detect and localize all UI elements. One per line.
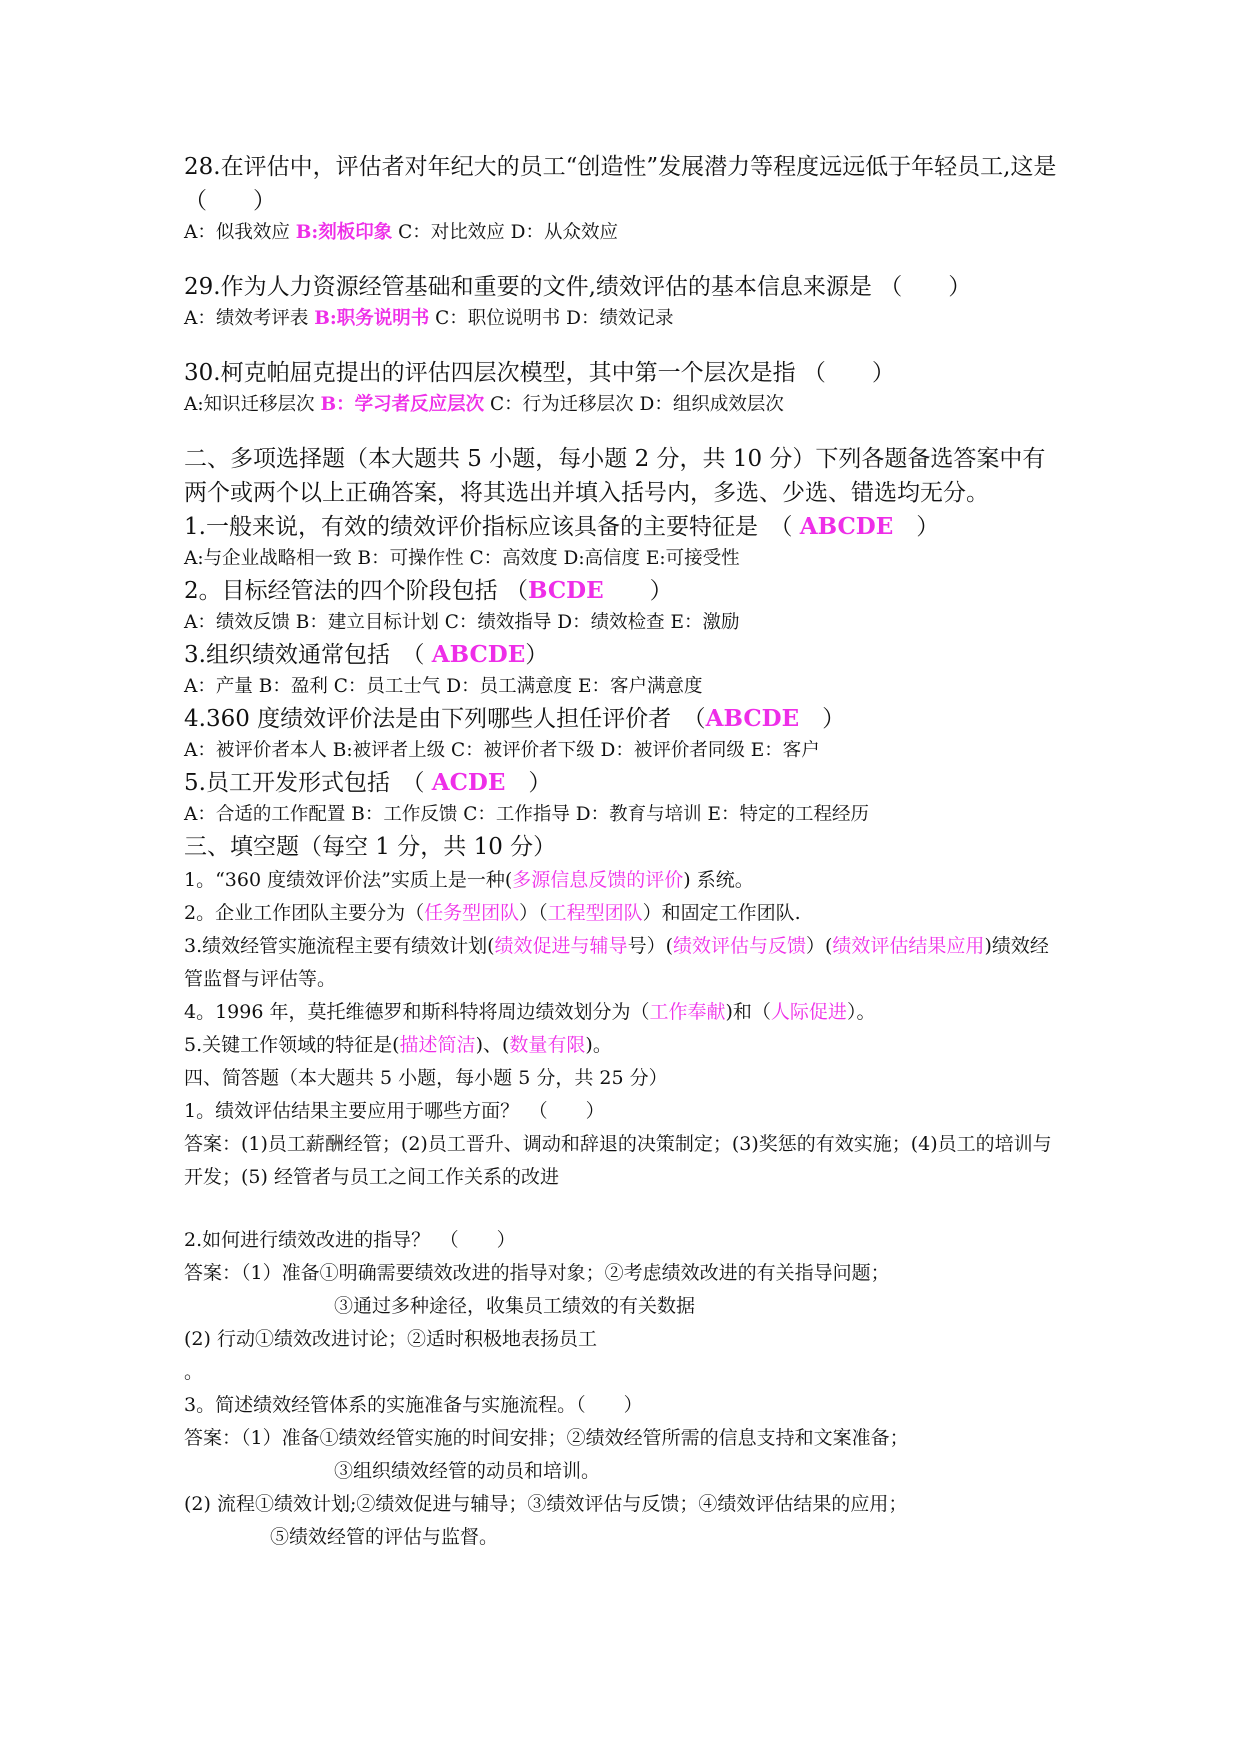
bracket-close: ） (916, 514, 940, 540)
other-options: C：行为迁移层次 D：组织成效层次 (490, 394, 784, 415)
fill-text: 1。“360 度绩效评价法”实质上是一种( (184, 869, 513, 891)
fill-text: ）。 (846, 1001, 876, 1023)
fill-answer: 工程型团队 (547, 902, 643, 924)
fill-answer: 数量有限 (509, 1034, 586, 1056)
correct-answer: B：学习者反应层次 (320, 394, 485, 415)
question-stem: 5.员工开发形式包括 (184, 770, 390, 796)
correct-answer: BCDE (527, 577, 604, 604)
short-answer-2-line-1: 答案：（1）准备①明确需要绩效改进的指导对象；②考虑绩效改进的有关指导问题； (184, 1262, 890, 1284)
fill-text: 5.关键工作领域的特征是( (184, 1034, 400, 1056)
question-stem: 3.组织绩效通常包括 (184, 642, 390, 668)
other-options: C：职位说明书 D：绩效记录 (435, 308, 674, 329)
fill-text: ）（ (519, 902, 548, 924)
correct-answer: ABCDE (799, 513, 894, 540)
correct-answer: ACDE (431, 769, 506, 796)
bracket-open: （ (412, 770, 425, 796)
short-question-1: 1。绩效评估结果主要应用于哪些方面？ （ ） (184, 1100, 605, 1122)
multi-options-1: A:与企业战略相一致 B：可操作性 C：高效度 D:高信度 E:可接受性 (184, 548, 740, 569)
options-29 (184, 304, 1064, 334)
answer-blank: （ ） (802, 360, 895, 386)
fill-item-3 (184, 930, 1064, 996)
section-heading-short-answer: 四、简答题（本大题共 5 小题，每小题 5 分，共 25 分） (184, 1067, 668, 1089)
bracket-close: ） (528, 770, 552, 796)
fill-answer: 绩效促进与辅导 (494, 935, 628, 957)
multi-options-5: A：合适的工作配置 B：工作反馈 C：工作指导 D：教育与培训 E：特定的工程经历 (184, 804, 869, 825)
short-answer-3-line-1: 答案：（1）准备①绩效经管实施的时间安排；②绩效经管所需的信息支持和文案准备； (184, 1427, 909, 1449)
multi-options-2: A：绩效反馈 B：建立目标计划 C：绩效指导 D：绩效检查 E：激励 (184, 612, 740, 633)
option-a: A：似我效应 (184, 222, 290, 243)
multi-question-1 (184, 510, 1064, 544)
fill-answer: 绩效评估结果应用 (832, 935, 985, 957)
fill-text: )、( (475, 1034, 510, 1056)
fill-answer: 描述简洁 (399, 1034, 476, 1056)
multi-options-4: A：被评价者本人 B:被评者上级 C：被评价者下级 D：被评价者同级 E：客户 (184, 740, 820, 761)
option-a: A:知识迁移层次 (184, 394, 315, 415)
multi-question-2 (184, 574, 1064, 608)
document-page (184, 150, 1064, 1554)
bracket-close: ） (525, 642, 549, 668)
bracket-open: （ (694, 706, 706, 732)
fill-answer: 人际促进 (770, 1001, 847, 1023)
fill-item-5 (184, 1029, 1064, 1062)
question-stem: 1.一般来说，有效的绩效评价指标应该具备的主要特征是 (184, 514, 758, 540)
other-options: C：对比效应 D：从众效应 (398, 222, 618, 243)
fill-text: ）( (806, 935, 833, 957)
short-question-3: 3。简述绩效经管体系的实施准备与实施流程。（ ） (184, 1394, 643, 1416)
section-heading-fill-in: 三、填空题（每空 1 分，共 10 分） (184, 834, 557, 860)
options-30 (184, 390, 1064, 420)
fill-text: )。 (585, 1034, 612, 1056)
fill-text: 3.绩效经管实施流程主要有绩效计划( (184, 935, 495, 957)
question-stem: 30.柯克帕屈克提出的评估四层次模型，其中第一个层次是指 (184, 360, 796, 386)
question-stem: 2。目标经管法的四个阶段包括 (184, 578, 498, 604)
fill-text: ) 系统。 (683, 869, 754, 891)
short-answer-3-line-4: ⑤绩效经管的评估与监督。 (270, 1526, 499, 1548)
answer-blank: （ ） (184, 188, 276, 214)
question-stem: 29.作为人力资源经管基础和重要的文件,绩效评估的基本信息来源是 (184, 274, 872, 300)
fill-text: 号）( (627, 935, 673, 957)
question-stem: 28.在评估中，评估者对年纪大的员工“创造性”发展潜力等程度远远低于年轻员工,这是 (184, 154, 1057, 180)
multi-options-3: A：产量 B：盈利 C：员工士气 D：员工满意度 E：客户满意度 (184, 676, 703, 697)
fill-text: )和（ (725, 1001, 771, 1023)
fill-item-1 (184, 864, 1064, 897)
short-answer-2-line-4: 。 (184, 1361, 204, 1383)
short-answer-2-line-3: (2) 行动①绩效改进讨论；②适时积极地表扬员工 (184, 1328, 597, 1350)
multi-question-4 (184, 702, 1064, 736)
fill-item-4 (184, 996, 1064, 1029)
bracket-open: （ (412, 642, 425, 668)
bracket-close: ） (649, 578, 673, 604)
section-heading-multi-choice: 二、多项选择题（本大题共 5 小题，每小题 2 分，共 10 分）下列各题备选答案中有两个或两个以上正确答案，将其选出并填入括号内，多选、少选、错选均无分。 (184, 446, 1046, 506)
fill-text: ）和固定工作团队. (642, 902, 801, 924)
short-answer-1: 答案：(1)员工薪酬经管；(2)员工晋升、调动和辞退的决策制定；(3)奖惩的有效实施；(4)员工的培训与开发；(5) 经管者与员工之间工作关系的改进 (184, 1133, 1052, 1188)
correct-answer: B:职务说明书 (314, 308, 430, 329)
short-answer-2-line-2: ③通过多种途径，收集员工绩效的有关数据 (334, 1295, 696, 1317)
short-answer-3-line-3: (2) 流程①绩效计划;②绩效促进与辅导；③绩效评估与反馈；④绩效评估结果的应用； (184, 1493, 908, 1515)
bracket-open: （ (780, 514, 793, 540)
correct-answer: B:刻板印象 (295, 222, 393, 243)
short-question-2: 2.如何进行绩效改进的指导？ （ ） (184, 1229, 516, 1251)
answer-blank: （ ） (879, 274, 972, 300)
multi-question-3 (184, 638, 1064, 672)
correct-answer: ABCDE (705, 705, 800, 732)
option-a: A：绩效考评表 (184, 308, 309, 329)
question-30 (184, 356, 1064, 390)
bracket-open: （ (504, 578, 528, 604)
fill-answer: 任务型团队 (424, 902, 520, 924)
fill-answer: 工作奉献 (649, 1001, 726, 1023)
fill-item-2 (184, 897, 1064, 930)
question-29 (184, 270, 1064, 304)
question-stem: 4.360 度绩效评价法是由下列哪些人担任评价者 (184, 706, 672, 732)
bracket-close: ） (822, 706, 846, 732)
fill-text: )绩效经管监督与评估等。 (184, 935, 1049, 990)
fill-text: 2。企业工作团队主要分为（ (184, 902, 425, 924)
multi-question-5 (184, 766, 1064, 800)
short-answer-3-line-2: ③组织绩效经管的动员和培训。 (334, 1460, 601, 1482)
question-28 (184, 150, 1064, 218)
options-28 (184, 218, 1064, 248)
correct-answer: ABCDE (431, 641, 526, 668)
fill-text: 4。1996 年，莫托维德罗和斯科特将周边绩效划分为（ (184, 1001, 650, 1023)
fill-answer: 多源信息反馈的评价 (512, 869, 684, 891)
fill-answer: 绩效评估与反馈 (672, 935, 806, 957)
